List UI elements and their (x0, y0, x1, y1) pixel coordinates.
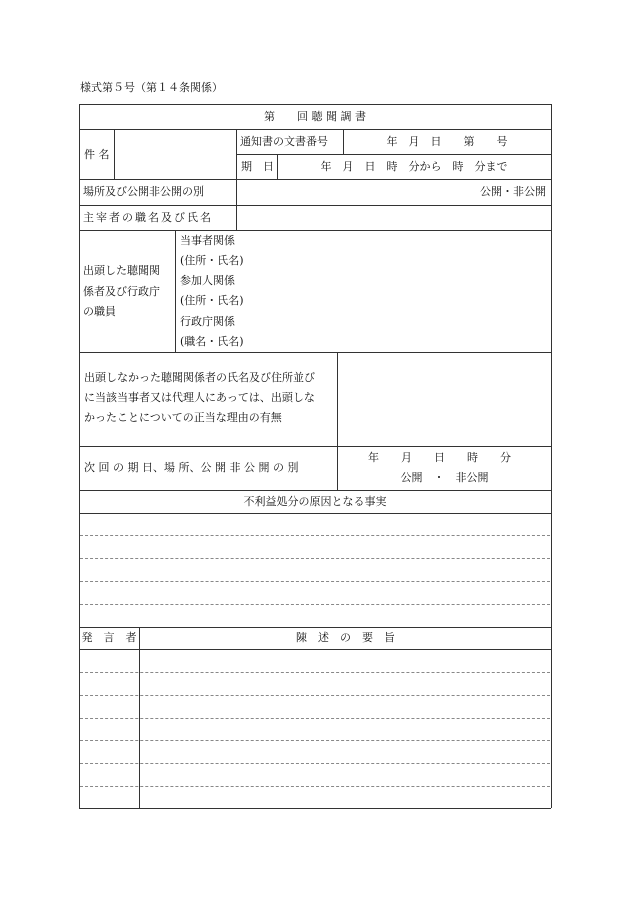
date-value[interactable]: 年 月 日 時 分から 時 分まで (320, 160, 508, 173)
list-item: 参加人関係 (180, 274, 235, 287)
list-item: (職名・氏名) (180, 335, 244, 348)
next-value-datetime[interactable]: 年 月 日 時 分 (368, 451, 511, 464)
next-label: 次 回 の 期 日、場 所、公 開 非 公 開 の 別 (84, 461, 299, 474)
speaker-column[interactable] (80, 650, 138, 807)
case-label: 件 名 (84, 148, 110, 161)
presiding-field[interactable] (237, 206, 550, 229)
list-item: 行政庁関係 (180, 315, 235, 328)
case-field[interactable] (115, 130, 235, 178)
notice-doc-value[interactable]: 年 月 日 第 号 (386, 135, 508, 148)
place-label: 場所及び公開非公開の別 (83, 185, 204, 198)
list-item: 当事者関係 (180, 234, 235, 247)
facts-label: 不利益処分の原因となる事実 (243, 495, 387, 508)
form-title: 第 回 聴 聞 調 書 (264, 110, 366, 123)
date-label: 期 日 (241, 160, 274, 173)
list-item: (住所・氏名) (180, 254, 244, 267)
notice-doc-label: 通知書の文書番号 (240, 135, 328, 148)
place-value[interactable]: 公開・非公開 (480, 185, 546, 198)
statement-column[interactable] (140, 650, 550, 807)
facts-field[interactable] (80, 514, 550, 626)
speaker-label: 発 言 者 (81, 631, 137, 644)
next-value-public[interactable]: 公開 ・ 非公開 (400, 471, 489, 484)
absent-field[interactable] (338, 353, 550, 445)
presiding-label: 主宰者の職名及び氏名 (83, 211, 213, 224)
statement-label: 陳 述 の 要 旨 (296, 631, 395, 644)
form-number: 様式第５号（第１４条関係） (80, 81, 223, 94)
list-item: (住所・氏名) (180, 294, 244, 307)
